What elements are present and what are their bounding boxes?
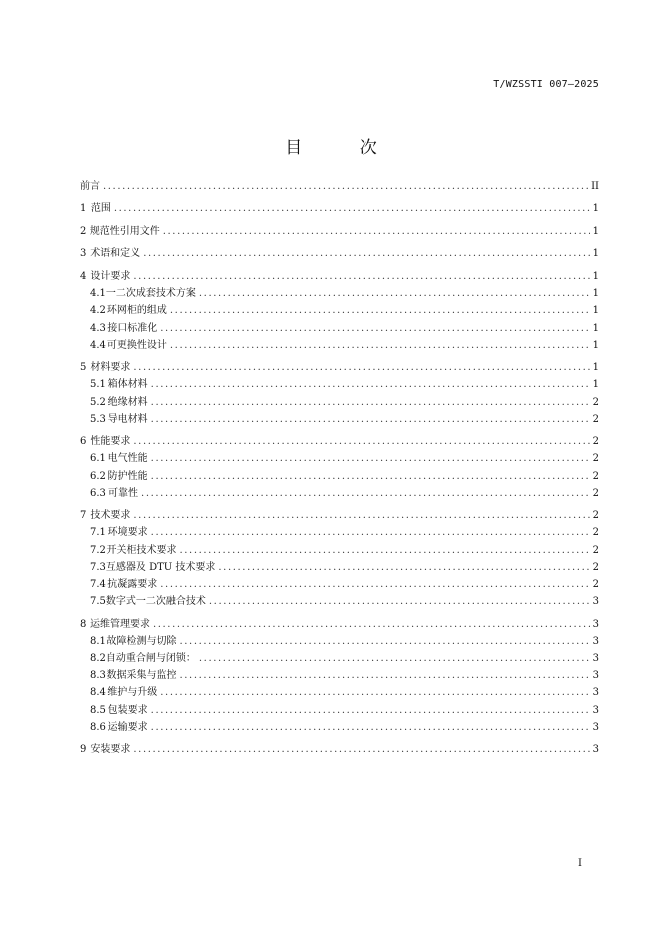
toc-entry-page: 2 xyxy=(592,544,599,556)
toc-entry-page: 2 xyxy=(592,579,599,591)
toc-entry[interactable] xyxy=(80,542,599,559)
toc-entry[interactable] xyxy=(80,433,599,450)
toc-entry[interactable] xyxy=(80,223,599,240)
toc-entry[interactable] xyxy=(80,245,599,262)
toc-entry-number: 4.2 xyxy=(90,305,106,317)
toc-entry[interactable] xyxy=(80,616,599,633)
toc-entry-number: 8 xyxy=(80,618,87,630)
toc-entry-page: 2 xyxy=(592,396,599,408)
toc-entry-page: 3 xyxy=(592,687,599,699)
toc-entry-page: 2 xyxy=(592,413,599,425)
toc-dot-leader xyxy=(151,376,590,393)
toc-entry-number: 5 xyxy=(80,362,87,374)
toc-dot-leader xyxy=(160,576,589,593)
toc-entry-page: 3 xyxy=(592,704,599,716)
toc-entry-title: 前言 xyxy=(80,181,100,192)
toc-entry-page: 2 xyxy=(592,527,599,539)
toc-dot-leader xyxy=(199,285,590,302)
toc-dot-leader xyxy=(160,320,589,337)
toc-entry-title: 范围 xyxy=(90,203,111,215)
toc-entry-number: 7.1 xyxy=(90,527,106,539)
toc-entry-number: 7.5 xyxy=(90,596,106,608)
toc-entry[interactable] xyxy=(80,376,599,393)
toc-entry-title: 故障检测与切除 xyxy=(106,635,177,647)
toc-dot-leader xyxy=(209,593,590,610)
toc-entry-number: 8.2 xyxy=(90,653,106,665)
toc-entry-page: 3 xyxy=(592,618,599,630)
toc-entry-number: 6 xyxy=(80,436,87,448)
toc-entry-number: 4.1 xyxy=(90,288,106,300)
toc-entry-page: 1 xyxy=(592,288,599,300)
toc-entry-page: 3 xyxy=(592,635,599,647)
toc-entry-title: 防护性能 xyxy=(107,470,148,482)
toc-entry[interactable] xyxy=(80,411,599,428)
toc-entry-page: 2 xyxy=(592,436,599,448)
toc-entry-title: 开关柜技术要求 xyxy=(106,544,177,556)
toc-entry-title: 包装要求 xyxy=(107,704,148,716)
toc-dot-leader xyxy=(133,359,589,376)
toc-entry[interactable] xyxy=(80,559,599,576)
toc-dot-leader xyxy=(218,559,589,576)
toc-entry-title: 绝缘材料 xyxy=(107,396,148,408)
toc-entry-number: 6.1 xyxy=(90,453,106,465)
toc-dot-leader xyxy=(103,178,588,195)
toc-dot-leader xyxy=(151,411,590,428)
toc-entry-number: 5.3 xyxy=(90,413,106,425)
toc-entry-page: 2 xyxy=(592,453,599,465)
toc-entry-title: 环网柜的组成 xyxy=(106,305,167,317)
toc-entry[interactable] xyxy=(80,468,599,485)
toc-entry[interactable] xyxy=(80,359,599,376)
toc-entry-page: 1 xyxy=(592,322,599,334)
toc-dot-leader xyxy=(151,702,590,719)
toc-entry[interactable] xyxy=(80,178,599,195)
toc-entry-title: 安装要求 xyxy=(90,744,131,756)
toc-dot-leader xyxy=(151,524,590,541)
toc-entry-number: 7 xyxy=(80,510,87,522)
toc-dot-leader xyxy=(151,468,590,485)
toc-dot-leader xyxy=(133,268,589,285)
toc-entry-number: 5.1 xyxy=(90,379,106,391)
toc-entry[interactable] xyxy=(80,507,599,524)
toc-entry-title: 术语和定义 xyxy=(90,248,141,260)
toc-entry-title: 运维管理要求 xyxy=(89,618,150,630)
toc-entry-page: 1 xyxy=(592,225,599,237)
toc-entry[interactable] xyxy=(80,320,599,337)
toc-entry-page: 2 xyxy=(592,510,599,522)
toc-dot-leader xyxy=(180,633,590,650)
toc-dot-leader xyxy=(151,450,590,467)
toc-entry[interactable] xyxy=(80,684,599,701)
toc-entry-title: 可更换性设计 xyxy=(106,339,167,351)
toc-entry[interactable] xyxy=(80,593,599,610)
toc-dot-leader xyxy=(151,719,590,736)
toc-entry-page: 3 xyxy=(592,596,599,608)
toc-dot-leader xyxy=(153,616,590,633)
table-of-contents xyxy=(80,178,599,758)
toc-entry-title: 自动重合闸与闭锁： xyxy=(105,653,196,665)
toc-entry-page: 3 xyxy=(592,670,599,682)
toc-dot-leader xyxy=(133,741,589,758)
toc-entry-number: 9 xyxy=(80,744,87,756)
toc-entry-number: 3 xyxy=(80,248,87,260)
toc-entry-title: 环境要求 xyxy=(107,527,148,539)
toc-entry-number: 4 xyxy=(80,270,87,282)
toc-entry-number: 6.3 xyxy=(90,487,106,499)
toc-entry-number: 7.2 xyxy=(90,544,106,556)
toc-entry[interactable] xyxy=(80,702,599,719)
toc-entry-number: 5.2 xyxy=(90,396,106,408)
toc-entry-title: 电气性能 xyxy=(107,453,148,465)
toc-entry-title: 箱体材料 xyxy=(107,379,148,391)
toc-dot-leader xyxy=(141,485,590,502)
toc-dot-leader xyxy=(170,337,590,354)
toc-dot-leader xyxy=(151,394,590,411)
toc-entry-page: 3 xyxy=(592,744,599,756)
toc-entry-title: 技术要求 xyxy=(90,510,131,522)
toc-entry-page: 2 xyxy=(592,470,599,482)
toc-entry-number: 8.3 xyxy=(90,670,106,682)
toc-dot-leader xyxy=(180,667,590,684)
toc-entry-number: 1 xyxy=(80,203,87,215)
toc-dot-leader xyxy=(180,542,590,559)
toc-entry-number: 6.2 xyxy=(90,470,106,482)
toc-entry-number: 7.3 xyxy=(90,561,106,573)
toc-dot-leader xyxy=(143,245,589,262)
toc-entry-title: 运输要求 xyxy=(107,721,148,733)
toc-entry-page: 3 xyxy=(592,653,599,665)
toc-entry-title: 性能要求 xyxy=(90,436,131,448)
toc-entry[interactable] xyxy=(80,450,599,467)
toc-entry-page: 1 xyxy=(592,203,599,215)
toc-entry-page: II xyxy=(591,181,599,192)
toc-entry-number: 2 xyxy=(80,225,87,237)
document-code: T/WZSSTI 007—2025 xyxy=(493,79,599,90)
toc-entry-title: 抗凝露要求 xyxy=(107,579,158,591)
toc-entry[interactable] xyxy=(80,337,599,354)
toc-entry-title: 数据采集与监控 xyxy=(106,670,177,682)
toc-entry-page: 1 xyxy=(592,339,599,351)
toc-entry-page: 1 xyxy=(592,362,599,374)
toc-dot-leader xyxy=(163,223,590,240)
toc-dot-leader xyxy=(114,200,590,217)
toc-entry-number: 8.4 xyxy=(90,687,106,699)
toc-entry[interactable] xyxy=(80,633,599,650)
toc-entry[interactable] xyxy=(80,524,599,541)
toc-entry-title: 可靠性 xyxy=(108,487,139,499)
toc-entry[interactable] xyxy=(80,650,599,667)
toc-entry-title: 规范性引用文件 xyxy=(89,225,160,237)
toc-dot-leader xyxy=(133,507,589,524)
toc-entry[interactable] xyxy=(80,200,599,217)
toc-entry-title: 一二次成套技术方案 xyxy=(105,288,196,300)
toc-dot-leader xyxy=(160,684,589,701)
toc-dot-leader xyxy=(199,650,590,667)
toc-entry-page: 2 xyxy=(592,561,599,573)
toc-entry-title: 接口标准化 xyxy=(107,322,158,334)
toc-entry-title: 材料要求 xyxy=(90,362,131,374)
toc-entry-title: 维护与升级 xyxy=(107,687,158,699)
toc-entry[interactable] xyxy=(80,485,599,502)
toc-entry[interactable] xyxy=(80,285,599,302)
toc-entry[interactable] xyxy=(80,394,599,411)
toc-entry-title: 设计要求 xyxy=(90,270,131,282)
toc-entry-page: 1 xyxy=(592,270,599,282)
footer-page-number: I xyxy=(578,858,582,869)
toc-entry-title: 互感器及 DTU 技术要求 xyxy=(105,561,216,573)
toc-entry-title: 数字式一二次融合技术 xyxy=(105,596,206,608)
toc-entry-number: 8.5 xyxy=(90,704,106,716)
toc-entry-page: 2 xyxy=(592,487,599,499)
toc-entry-number: 8.6 xyxy=(90,721,106,733)
toc-entry-page: 1 xyxy=(592,305,599,317)
toc-entry-page: 1 xyxy=(592,379,599,391)
toc-entry[interactable] xyxy=(80,302,599,319)
page-title: 目 次 xyxy=(285,138,403,158)
toc-entry[interactable] xyxy=(80,719,599,736)
toc-entry-number: 4.4 xyxy=(90,339,106,351)
toc-entry[interactable] xyxy=(80,268,599,285)
toc-entry[interactable] xyxy=(80,667,599,684)
toc-dot-leader xyxy=(133,433,589,450)
toc-entry-number: 8.1 xyxy=(90,635,106,647)
toc-entry[interactable] xyxy=(80,576,599,593)
toc-entry-title: 导电材料 xyxy=(107,413,148,425)
toc-entry-page: 3 xyxy=(592,721,599,733)
toc-entry[interactable] xyxy=(80,741,599,758)
toc-entry-page: 1 xyxy=(592,248,599,260)
toc-entry-number: 7.4 xyxy=(90,579,106,591)
toc-dot-leader xyxy=(170,302,590,319)
toc-entry-number: 4.3 xyxy=(90,322,106,334)
